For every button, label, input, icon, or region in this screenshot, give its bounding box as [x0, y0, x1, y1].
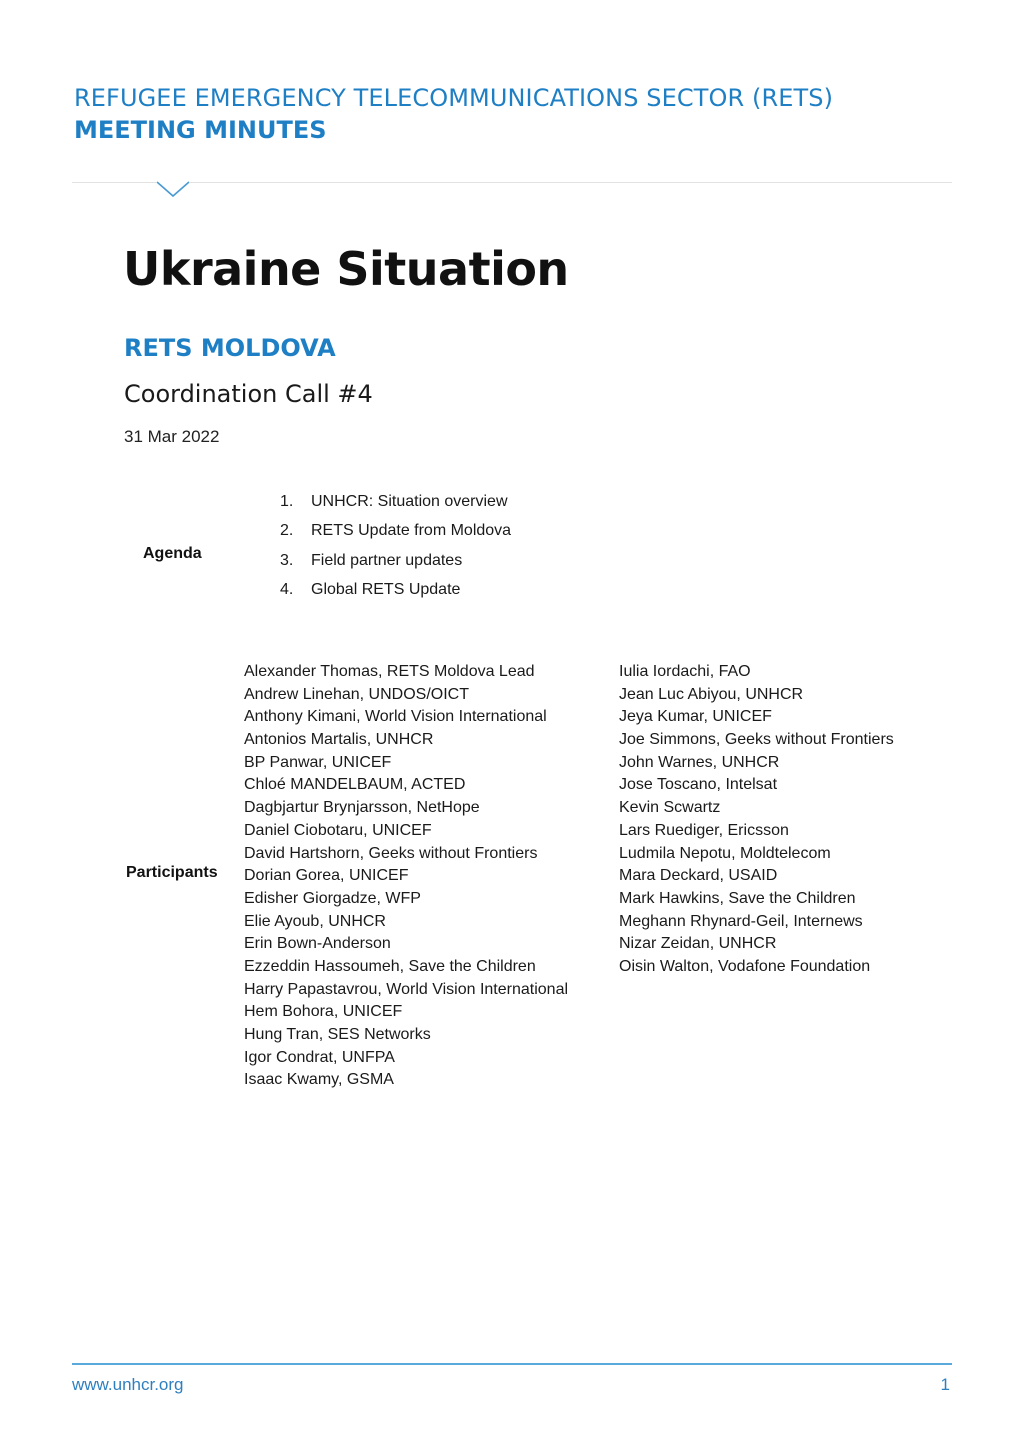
agenda-label: Agenda — [143, 545, 202, 562]
participant: Igor Condrat, UNFPA — [244, 1048, 395, 1066]
participant: Anthony Kimani, World Vision International — [244, 708, 547, 726]
participant: Lars Ruediger, Ericsson — [619, 821, 789, 839]
call-name: Coordination Call #4 — [124, 380, 373, 408]
participant: Joe Simmons, Geeks without Frontiers — [619, 731, 894, 749]
participant: Hung Tran, SES Networks — [244, 1026, 431, 1043]
agenda-item-text: UNHCR: Situation overview — [311, 493, 508, 510]
participant: Elie Ayoub, UNHCR — [244, 912, 386, 930]
participant: Ludmila Nepotu, Moldtelecom — [619, 844, 831, 862]
participant: Dagbjartur Brynjarsson, NetHope — [244, 799, 480, 817]
agenda-item-number: 2. — [280, 522, 294, 540]
participant: Mara Deckard, USAID — [619, 867, 778, 885]
header-meeting-minutes: MEETING MINUTES — [74, 116, 327, 144]
agenda-item — [280, 519, 511, 548]
participants-label: Participants — [126, 864, 218, 881]
participant: Erin Bown-Anderson — [244, 935, 391, 953]
agenda-item-text: RETS Update from Moldova — [311, 522, 512, 540]
participant: Jeya Kumar, UNICEF — [619, 708, 772, 726]
participant: Antonios Martalis, UNHCR — [244, 731, 434, 749]
participant: Jose Toscano, Intelsat — [619, 776, 778, 794]
chevron-down-icon — [156, 180, 190, 200]
participant: Oisin Walton, Vodafone Foundation — [619, 957, 871, 975]
agenda-item-number: 4. — [280, 580, 294, 598]
participants-column-left — [244, 661, 568, 1092]
header-divider — [72, 182, 952, 183]
page-number: 1 — [940, 1375, 950, 1394]
participant: Daniel Ciobotaru, UNICEF — [244, 821, 432, 839]
participant: Chloé MANDELBAUM, ACTED — [244, 776, 466, 794]
participant: Dorian Gorea, UNICEF — [244, 867, 409, 885]
agenda-item-text: Global RETS Update — [311, 580, 461, 598]
page-title: Ukraine Situation — [123, 242, 569, 296]
agenda-item — [280, 578, 511, 607]
meeting-date: 31 Mar 2022 — [124, 427, 220, 446]
agenda-list — [280, 490, 511, 607]
participant: Alexander Thomas, RETS Moldova Lead — [244, 663, 535, 680]
participant: Iulia Iordachi, FAO — [619, 663, 751, 680]
participant: Andrew Linehan, UNDOS/OICT — [244, 685, 469, 703]
participant: Meghann Rhynard-Geil, Internews — [619, 912, 863, 930]
participant: David Hartshorn, Geeks without Frontiers — [244, 844, 538, 862]
participants-column-right — [619, 661, 894, 979]
footer-divider — [72, 1363, 952, 1365]
agenda-item — [280, 549, 511, 578]
agenda-item-text: Field partner updates — [311, 551, 463, 569]
header-sector-title: REFUGEE EMERGENCY TELECOMMUNICATIONS SECTOR (RETS) — [74, 84, 834, 112]
participant: Mark Hawkins, Save the Children — [619, 889, 856, 907]
participant: John Warnes, UNHCR — [619, 753, 780, 771]
participant: Ezzeddin Hassoumeh, Save the Children — [244, 957, 536, 975]
participant: Edisher Giorgadze, WFP — [244, 889, 421, 907]
page-subtitle: RETS MOLDOVA — [124, 334, 336, 362]
agenda-item-number: 1. — [280, 493, 294, 510]
participant: BP Panwar, UNICEF — [244, 753, 392, 771]
participant: Hem Bohora, UNICEF — [244, 1003, 403, 1021]
participant: Nizar Zeidan, UNHCR — [619, 935, 777, 953]
participant: Kevin Scwartz — [619, 799, 721, 817]
footer-url-link[interactable]: www.unhcr.org — [72, 1375, 184, 1394]
participant: Isaac Kwamy, GSMA — [244, 1071, 394, 1089]
agenda-item-number: 3. — [280, 551, 294, 569]
document-header — [74, 84, 833, 144]
participant: Harry Papastavrou, World Vision International — [244, 980, 569, 998]
agenda-item — [280, 490, 511, 519]
participant: Jean Luc Abiyou, UNHCR — [619, 685, 804, 703]
